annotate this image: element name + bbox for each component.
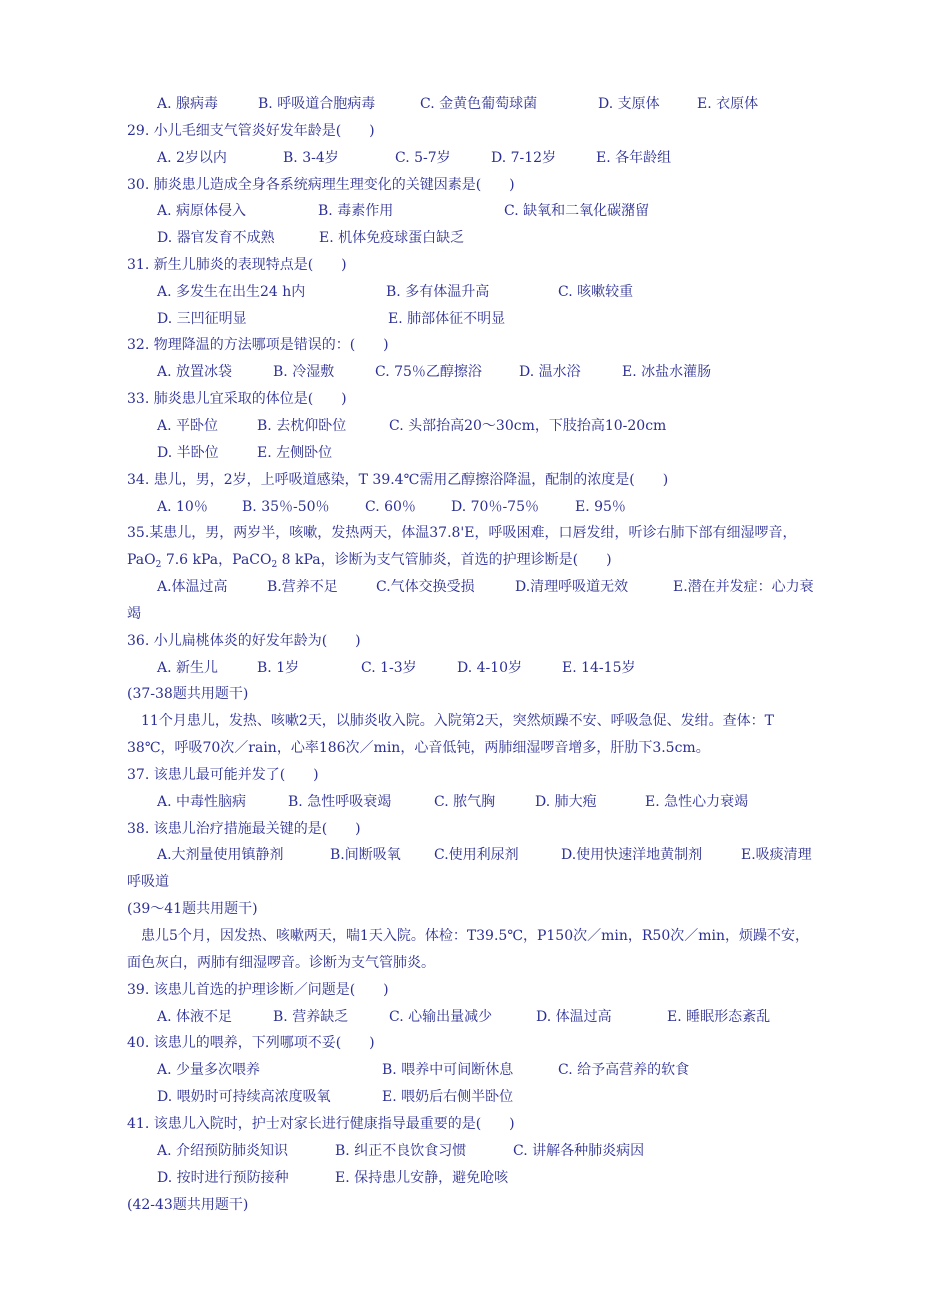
text-line: [127, 953, 435, 973]
answer-option: E.潜在并发症：心力衰: [673, 579, 814, 595]
text-line: [127, 1033, 375, 1053]
answer-option: E. 急性心力衰竭: [645, 794, 749, 810]
subscript: 2: [271, 560, 278, 570]
text-segment: 面色灰白，两肺有细湿啰音。诊断为支气管肺炎。: [127, 955, 435, 971]
question-text: 41. 该患儿入院时，护士对家长进行健康指导最重要的是( ): [127, 1116, 515, 1132]
answer-option: A. 病原体侵入: [157, 203, 247, 219]
answer-option: B. 1岁: [257, 660, 300, 676]
text-segment: 8 kPa，诊断为支气管肺炎，首选的护理诊断是( ): [281, 552, 612, 568]
answer-option: C.使用利尿剂: [434, 847, 519, 863]
answer-option: E. 衣原体: [697, 96, 759, 112]
answer-option: A. 平卧位: [157, 418, 219, 434]
answer-option: D. 温水浴: [519, 364, 581, 380]
answer-option: B. 纠正不良饮食习惯: [335, 1143, 467, 1159]
answer-option: D. 体温过高: [536, 1009, 612, 1025]
text-segment: 呼吸道: [127, 874, 169, 890]
question-text: 32. 物理降温的方法哪项是错误的：( ): [127, 337, 389, 353]
answer-option: D. 支原体: [598, 96, 660, 112]
answer-option: D. 喂奶时可持续高浓度吸氧: [157, 1089, 331, 1105]
answer-option: B. 35％-50％: [242, 499, 330, 515]
text-segment: 35.某患儿，男，两岁半，咳嗽，发热两天，体温37.8'E，呼吸困难，口唇发绀，听诊右肺下部有细湿啰音，: [127, 525, 797, 541]
answer-option: C. 给予高营养的软食: [558, 1062, 690, 1078]
answer-option: E. 左侧卧位: [257, 445, 333, 461]
answer-option: C. 咳嗽较重: [558, 284, 634, 300]
text-line: [127, 899, 258, 919]
answer-option: A. 介绍预防肺炎知识: [157, 1143, 289, 1159]
text-segment: (37-38题共用题干): [127, 686, 249, 702]
text-segment: (42-43题共用题干): [127, 1197, 249, 1213]
answer-option: B. 毒素作用: [318, 203, 394, 219]
answer-option: B. 营养缺乏: [273, 1009, 349, 1025]
answer-option: C. 5-7岁: [395, 150, 451, 166]
text-line: [127, 523, 797, 543]
text-line: [127, 389, 347, 409]
answer-option: E. 喂奶后右侧半卧位: [382, 1089, 514, 1105]
question-text: 40. 该患儿的喂养，下列哪项不妥( ): [127, 1035, 375, 1051]
answer-option: C. 讲解各种肺炎病因: [513, 1143, 645, 1159]
answer-option: D. 7-12岁: [491, 150, 557, 166]
question-text: 29. 小儿毛细支气管炎好发年龄是( ): [127, 123, 375, 139]
text-segment: 38℃，呼吸70次／rain，心率186次／min，心音低钝，两肺细湿啰音增多，肝肋下3.5cm。: [127, 740, 710, 756]
answer-option: C. 心输出量减少: [389, 1009, 493, 1025]
text-line: [141, 711, 774, 731]
text-line: [127, 738, 710, 758]
subscript: 2: [155, 560, 162, 570]
question-text: 38. 该患儿治疗措施最关键的是( ): [127, 821, 361, 837]
answer-option: E.吸痰清理: [741, 847, 812, 863]
answer-option: B. 3-4岁: [283, 150, 339, 166]
text-line: [127, 550, 612, 570]
answer-option: B. 呼吸道合胞病毒: [258, 96, 376, 112]
question-text: 34. 患儿，男，2岁，上呼吸道感染，T 39.4℃需用乙醇擦浴降温，配制的浓度是( ): [127, 472, 669, 488]
answer-option: C. 脓气胸: [434, 794, 496, 810]
text-line: [127, 872, 169, 892]
answer-option: B. 喂养中可间断休息: [382, 1062, 514, 1078]
text-line: [127, 631, 361, 651]
text-line: [127, 604, 141, 624]
answer-option: A.体温过高: [157, 579, 228, 595]
text-line: [127, 335, 389, 355]
answer-option: D. 按时进行预防接种: [157, 1170, 289, 1186]
answer-option: C. 1-3岁: [361, 660, 417, 676]
answer-option: E. 各年龄组: [596, 150, 672, 166]
answer-option: A. 放置冰袋: [157, 364, 233, 380]
text-line: [127, 765, 319, 785]
question-text: 33. 肺炎患儿宜采取的体位是( ): [127, 391, 347, 407]
answer-option: B. 冷湿敷: [273, 364, 335, 380]
text-segment: (39～41题共用题干): [127, 901, 258, 917]
answer-option: C. 60％: [365, 499, 416, 515]
answer-option: A. 中毒性脑病: [157, 794, 247, 810]
answer-option: B.间断吸氧: [330, 847, 401, 863]
answer-option: C. 缺氧和二氧化碳潴留: [504, 203, 650, 219]
text-line: [127, 175, 515, 195]
answer-option: A. 新生儿: [157, 660, 219, 676]
answer-option: D.使用快速洋地黄制剂: [561, 847, 703, 863]
answer-option: D. 三凹征明显: [157, 311, 247, 327]
text-line: [127, 1195, 248, 1215]
answer-option: A. 多发生在出生24 h内: [157, 284, 306, 300]
answer-option: D. 肺大疱: [535, 794, 597, 810]
question-text: 31. 新生儿肺炎的表现特点是( ): [127, 257, 347, 273]
answer-option: B. 去枕仰卧位: [257, 418, 347, 434]
text-segment: PaO: [127, 552, 156, 568]
text-segment: 11个月患儿，发热、咳嗽2天，以肺炎收入院。入院第2天，突然烦躁不安、呼吸急促、发绀。查体：T: [141, 713, 774, 729]
answer-option: A. 少量多次喂养: [157, 1062, 261, 1078]
answer-option: E. 肺部体征不明显: [388, 311, 506, 327]
answer-option: E. 冰盐水灌肠: [622, 364, 712, 380]
answer-option: D. 半卧位: [157, 445, 219, 461]
answer-option: E. 机体免疫球蛋白缺乏: [319, 230, 465, 246]
text-line: [127, 470, 668, 490]
answer-option: D. 器官发育不成熟: [157, 230, 275, 246]
question-text: 39. 该患儿首选的护理诊断／问题是( ): [127, 982, 389, 998]
answer-option: A. 腺病毒: [157, 96, 219, 112]
text-line: [127, 255, 347, 275]
text-line: [127, 980, 389, 1000]
question-text: 37. 该患儿最可能并发了( ): [127, 767, 319, 783]
answer-option: A. 体液不足: [157, 1009, 233, 1025]
text-segment: 7.6 kPa，PaCO: [165, 552, 272, 568]
text-line: [127, 1114, 515, 1134]
answer-option: B.营养不足: [267, 579, 338, 595]
answer-option: D. 70％-75％: [451, 499, 539, 515]
answer-option: E. 95％: [575, 499, 626, 515]
text-line: [141, 926, 809, 946]
answer-option: D. 4-10岁: [457, 660, 523, 676]
answer-option: A. 2岁以内: [157, 150, 227, 166]
answer-option: E. 保持患儿安静，避免呛咳: [335, 1170, 509, 1186]
answer-option: B. 多有体温升高: [386, 284, 490, 300]
answer-option: A.大剂量使用镇静剂: [157, 847, 284, 863]
answer-option: D.清理呼吸道无效: [515, 579, 629, 595]
answer-option: E. 睡眠形态紊乱: [667, 1009, 771, 1025]
answer-option: E. 14-15岁: [562, 660, 636, 676]
answer-option: B. 急性呼吸衰竭: [288, 794, 392, 810]
question-text: 30. 肺炎患儿造成全身各系统病理生理变化的关键因素是( ): [127, 177, 515, 193]
text-line: [127, 684, 248, 704]
text-line: [127, 819, 361, 839]
text-line: [127, 121, 375, 141]
answer-option: C. 金黄色葡萄球菌: [420, 96, 538, 112]
text-segment: 患儿5个月，因发热、咳嗽两天，喘1天入院。体检：T39.5℃，P150次／min，R50次／min，烦躁不安，: [141, 928, 810, 944]
answer-option: C. 75％乙醇擦浴: [375, 364, 482, 380]
text-segment: 竭: [127, 606, 141, 622]
answer-option: A. 10％: [157, 499, 208, 515]
question-text: 36. 小儿扁桃体炎的好发年龄为( ): [127, 633, 361, 649]
answer-option: C.气体交换受损: [376, 579, 475, 595]
answer-option: C. 头部抬高20～30cm，下肢抬高10-20cm: [389, 418, 667, 434]
